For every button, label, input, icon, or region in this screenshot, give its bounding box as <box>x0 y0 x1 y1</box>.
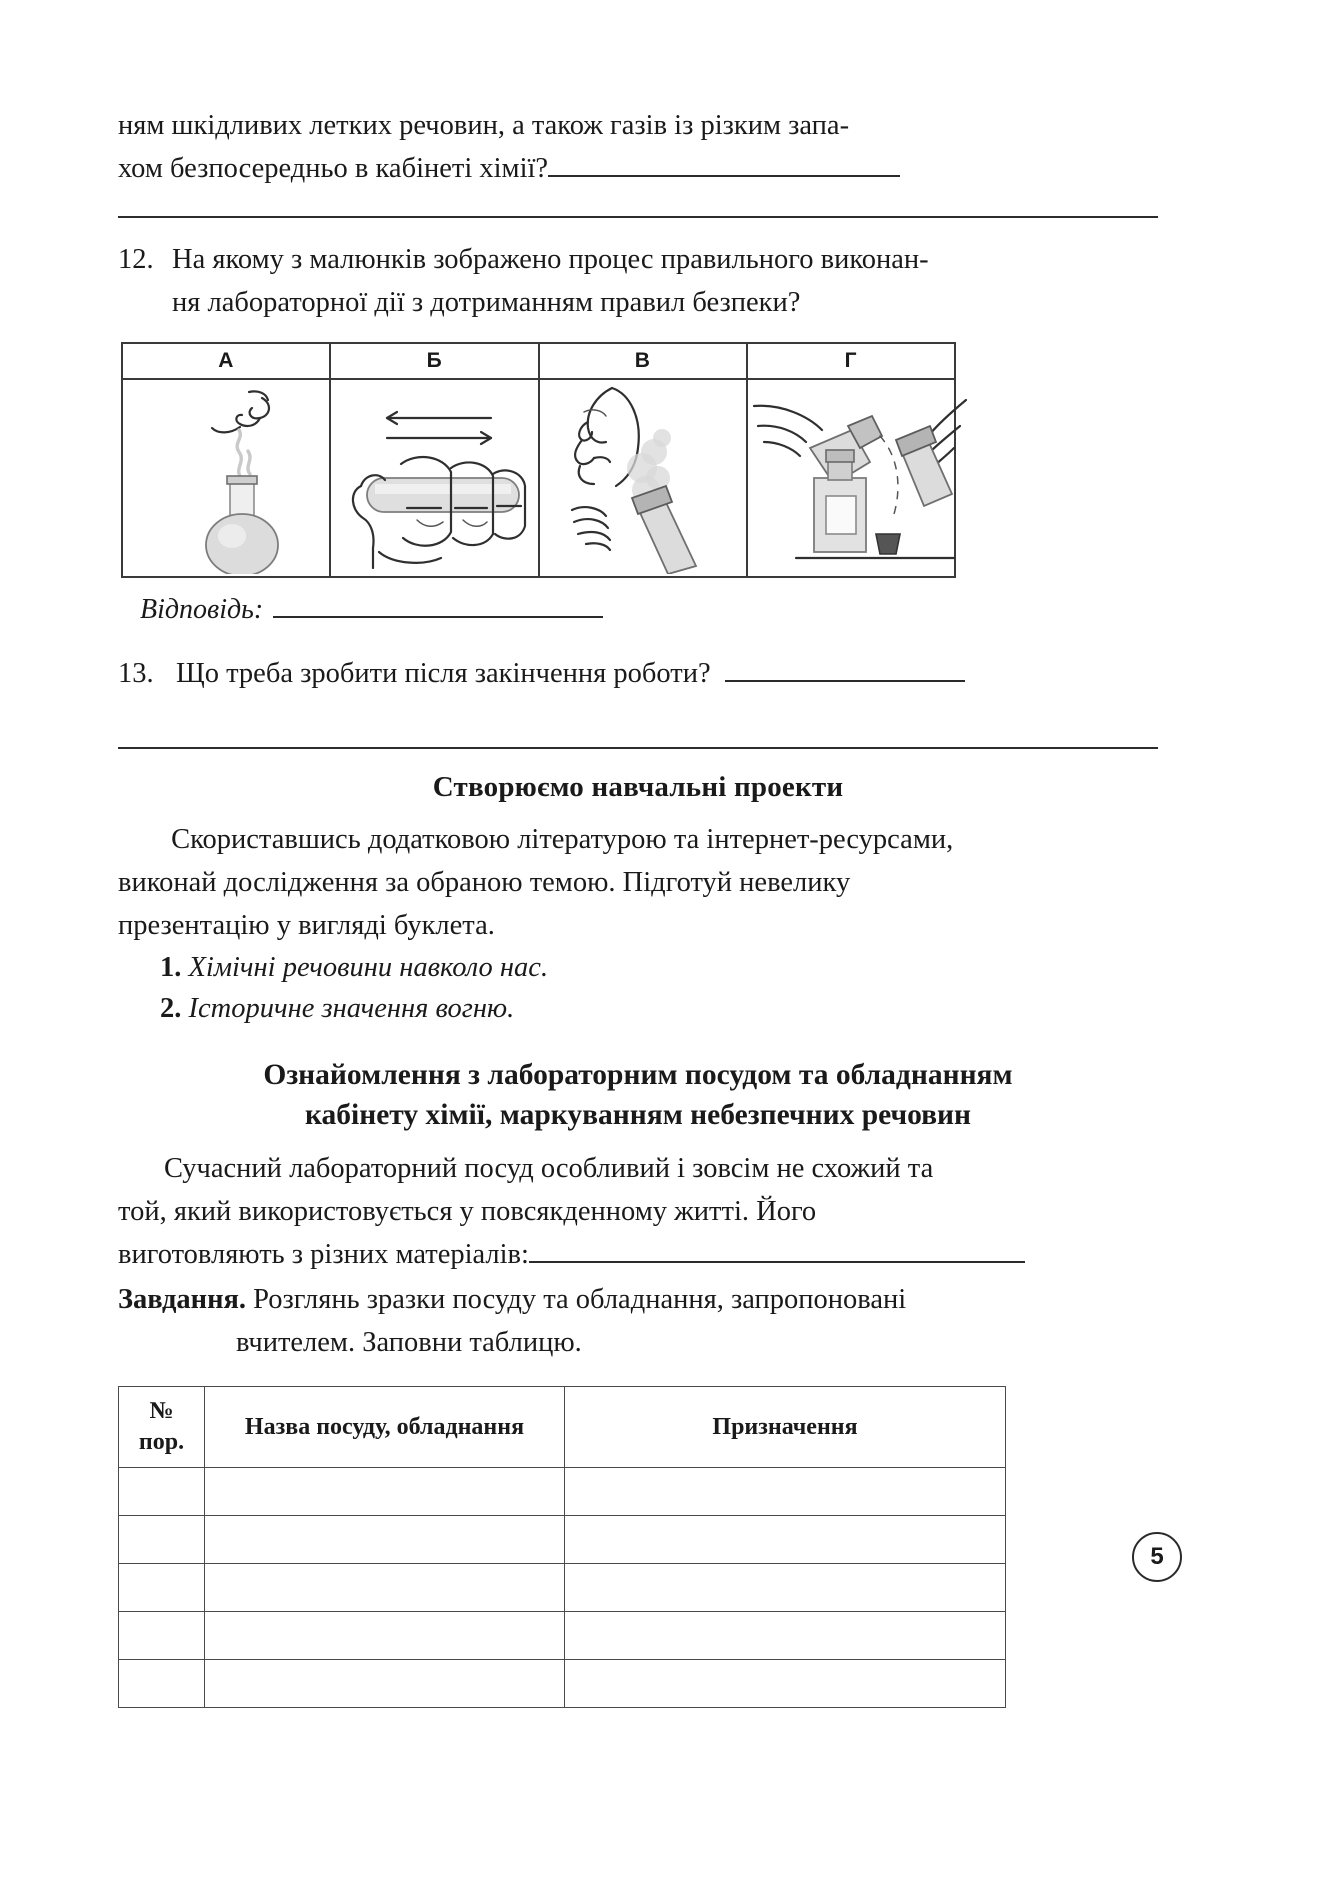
lab-intro-line1: Сучасний лабораторний посуд особливий і зовсім не схожий та <box>164 1153 934 1184</box>
cell-number[interactable] <box>119 1564 205 1612</box>
divider-rule-1 <box>118 216 1158 218</box>
option-letter-b: Б <box>330 343 538 379</box>
page-number: 5 <box>1132 1532 1182 1582</box>
projects-intro-line3: презентацію у вигляді буклета. <box>118 910 495 941</box>
answer-blank-top[interactable] <box>548 153 900 177</box>
cell-number[interactable] <box>119 1612 205 1660</box>
lab-task <box>118 1278 1158 1364</box>
equipment-table-header-purpose: Призначення <box>565 1387 1006 1468</box>
page-content <box>118 104 1158 1708</box>
option-letter-g: Г <box>747 343 955 379</box>
question-12 <box>118 238 1158 324</box>
cell-purpose[interactable] <box>565 1468 1006 1516</box>
project-item-2 <box>160 988 1158 1029</box>
top-paragraph-line1: ням шкідливих летких речовин, а також газів із різким запа- <box>118 110 850 141</box>
lab-intro-line3: виготовляють з різних матеріалів: <box>118 1239 529 1270</box>
question-13-text: Що треба зробити після закінчення роботи? <box>176 658 711 689</box>
cell-purpose[interactable] <box>565 1564 1006 1612</box>
lab-section-title-line1: Ознайомлення з лабораторним посудом та обладнанням <box>263 1059 1013 1091</box>
top-paragraph-line2: хом безпосередньо в кабінеті хімії? <box>118 153 549 184</box>
question-12-line2: ня лабораторної дії з дотриманням правил безпеки? <box>172 287 801 318</box>
equipment-table-header-name: Назва посуду, обладнання <box>205 1387 565 1468</box>
option-cell-v[interactable] <box>539 379 747 577</box>
equipment-table-header-number <box>119 1387 205 1468</box>
project-item-1-title: Хімічні речовини навколо нас. <box>188 952 549 983</box>
table-row[interactable] <box>119 1564 1006 1612</box>
table-row[interactable] <box>119 1660 1006 1708</box>
option-letter-v: В <box>539 343 747 379</box>
lab-intro-line2: той, який використовується у повсякденному житті. Його <box>118 1196 817 1227</box>
lab-section-title-line2: кабінету хімії, маркуванням небезпечних речовин <box>304 1099 972 1131</box>
equipment-table-header-number-line2: пор. <box>138 1429 185 1455</box>
projects-intro-line1: Скориставшись додатковою літературою та інтернет-ресурсами, <box>171 824 954 855</box>
cell-name[interactable] <box>205 1516 565 1564</box>
cell-number[interactable] <box>119 1516 205 1564</box>
table-row[interactable] <box>119 1612 1006 1660</box>
equipment-table-header-row <box>119 1387 1006 1468</box>
option-cell-b[interactable] <box>330 379 538 577</box>
lab-task-line2: вчителем. Заповни таблицю. <box>236 1327 582 1358</box>
question-12-text <box>172 238 1158 324</box>
cell-name[interactable] <box>205 1612 565 1660</box>
project-item-1 <box>160 947 1158 988</box>
project-item-1-number: 1. <box>160 952 182 983</box>
projects-intro-line2: виконай дослідження за обраною темою. Підготуй невелику <box>118 867 851 898</box>
project-item-2-number: 2. <box>160 993 182 1024</box>
hand-gripping-test-tube-icon <box>331 382 551 574</box>
cell-purpose[interactable] <box>565 1612 1006 1660</box>
project-item-2-title: Історичне значення вогню. <box>188 993 515 1024</box>
equipment-table-body <box>119 1468 1006 1708</box>
projects-section-title: Створюємо навчальні проекти <box>432 771 844 803</box>
cell-number[interactable] <box>119 1660 205 1708</box>
round-bottom-flask-over-burner-icon <box>144 382 309 574</box>
lab-section-title <box>118 1055 1158 1135</box>
options-header-row <box>122 343 955 379</box>
answer-label: Відповідь: <box>140 594 264 625</box>
option-letter-a: А <box>122 343 330 379</box>
equipment-table <box>118 1386 1006 1708</box>
question-13 <box>118 652 1158 695</box>
pouring-liquid-from-bottle-icon <box>748 382 973 574</box>
question-13-text-wrap <box>176 652 1158 695</box>
cell-number[interactable] <box>119 1468 205 1516</box>
answer-blank-materials[interactable] <box>529 1239 1025 1263</box>
projects-intro <box>118 818 1158 947</box>
question-13-number: 13. <box>118 658 154 689</box>
top-paragraph <box>118 104 1158 190</box>
lab-task-label: Завдання. <box>118 1284 247 1315</box>
question-12-line1: На якому з малюнків зображено процес правильного виконан- <box>172 244 929 275</box>
divider-rule-2 <box>118 747 1158 749</box>
cell-purpose[interactable] <box>565 1660 1006 1708</box>
cell-purpose[interactable] <box>565 1516 1006 1564</box>
cell-name[interactable] <box>205 1564 565 1612</box>
table-row[interactable] <box>119 1468 1006 1516</box>
lab-task-line1: Розглянь зразки посуду та обладнання, запропоновані <box>253 1284 907 1315</box>
lab-intro <box>118 1147 1158 1276</box>
question-12-answer-row <box>140 594 1158 626</box>
answer-blank-q13[interactable] <box>725 658 965 682</box>
cell-name[interactable] <box>205 1660 565 1708</box>
question-12-options-table <box>121 342 956 578</box>
answer-blank-q12[interactable] <box>273 594 603 618</box>
question-12-number: 12. <box>118 244 154 275</box>
option-cell-a[interactable] <box>122 379 330 577</box>
equipment-table-header-number-line1: № <box>149 1398 174 1424</box>
table-row[interactable] <box>119 1516 1006 1564</box>
options-image-row <box>122 379 955 577</box>
cell-name[interactable] <box>205 1468 565 1516</box>
option-cell-g[interactable] <box>747 379 955 577</box>
face-sniffing-vapors-icon <box>550 382 735 574</box>
